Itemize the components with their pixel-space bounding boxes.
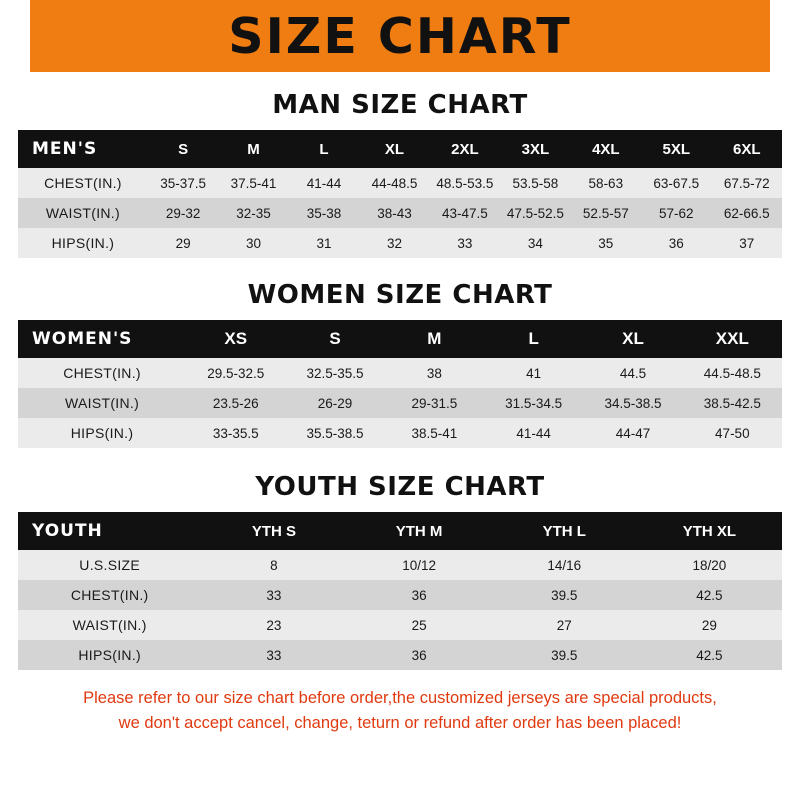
women-cell: 29.5-32.5 bbox=[207, 365, 265, 381]
youth-cell: 33 bbox=[266, 587, 282, 603]
women-cell: 41-44 bbox=[516, 425, 551, 441]
youth-cell: 42.5 bbox=[696, 587, 723, 603]
men-table-body bbox=[18, 168, 782, 258]
table-row bbox=[18, 358, 782, 388]
men-cell: 67.5-72 bbox=[723, 175, 770, 191]
youth-cell: 25 bbox=[411, 617, 427, 633]
women-col-header: M bbox=[427, 329, 442, 348]
table-row bbox=[18, 580, 782, 610]
table-row bbox=[18, 198, 782, 228]
youth-row-label: HIPS(IN.) bbox=[78, 647, 141, 663]
men-cell: 48.5-53.5 bbox=[436, 175, 494, 191]
men-table-head bbox=[18, 130, 782, 168]
men-col-header: 3XL bbox=[521, 140, 550, 158]
men-cell: 57-62 bbox=[659, 205, 694, 221]
youth-col-header: YTH XL bbox=[682, 522, 737, 540]
men-cell: 35 bbox=[598, 235, 614, 251]
men-col-header: 5XL bbox=[662, 140, 691, 158]
youth-col-header: YTH S bbox=[251, 522, 297, 540]
table-row bbox=[18, 640, 782, 670]
men-cell: 43-47.5 bbox=[442, 205, 488, 221]
youth-table-head bbox=[18, 512, 782, 550]
women-size-section bbox=[18, 280, 782, 448]
men-section-title: MAN SIZE CHART bbox=[272, 90, 528, 120]
youth-cell: 42.5 bbox=[696, 647, 723, 663]
women-table-head bbox=[18, 320, 782, 358]
men-col-header: L bbox=[319, 140, 329, 158]
table-row bbox=[18, 168, 782, 198]
footer-line-2: we don't accept cancel, change, teturn or refund after order has been placed! bbox=[118, 713, 682, 732]
table-row bbox=[18, 418, 782, 448]
youth-row-label: CHEST(IN.) bbox=[70, 587, 149, 603]
men-cell: 31 bbox=[316, 235, 332, 251]
women-row-label: HIPS(IN.) bbox=[70, 425, 134, 441]
women-table-body bbox=[18, 358, 782, 448]
women-cell: 38.5-42.5 bbox=[703, 395, 761, 411]
women-col-header: XL bbox=[622, 329, 644, 348]
men-col-header: XL bbox=[384, 140, 405, 158]
men-col-header: S bbox=[178, 140, 189, 158]
women-row-label: WAIST(IN.) bbox=[65, 395, 140, 411]
women-col-header: XS bbox=[224, 329, 248, 348]
youth-col-header: YTH L bbox=[542, 522, 586, 540]
men-cell: 62-66.5 bbox=[723, 205, 770, 221]
men-cell: 32 bbox=[386, 235, 402, 251]
youth-size-table bbox=[18, 512, 782, 670]
youth-row-label: WAIST(IN.) bbox=[72, 617, 147, 633]
men-cell: 29-32 bbox=[165, 205, 201, 221]
men-cell: 53.5-58 bbox=[512, 175, 559, 191]
youth-cell: 39.5 bbox=[551, 587, 578, 603]
table-header-row bbox=[18, 512, 782, 550]
men-col-header: 6XL bbox=[732, 140, 761, 158]
women-cell: 44-47 bbox=[615, 425, 651, 441]
table-row bbox=[18, 550, 782, 580]
women-col-header: XXL bbox=[715, 329, 749, 348]
men-cell: 41-44 bbox=[306, 175, 342, 191]
women-size-table bbox=[18, 320, 782, 448]
youth-cell: 39.5 bbox=[551, 647, 578, 663]
footer-line-1: Please refer to our size chart before order,the customized jerseys are special products, bbox=[83, 689, 717, 707]
table-row bbox=[18, 610, 782, 640]
men-cell: 38-43 bbox=[377, 205, 412, 221]
youth-cell: 36 bbox=[411, 587, 427, 603]
men-col-header: 2XL bbox=[451, 140, 479, 158]
women-row-label-header: WOMEN'S bbox=[32, 329, 133, 349]
table-header-row bbox=[18, 130, 782, 168]
youth-cell: 36 bbox=[411, 647, 427, 663]
men-col-header: M bbox=[247, 140, 260, 158]
men-cell: 52.5-57 bbox=[582, 205, 629, 221]
men-cell: 35-38 bbox=[306, 205, 342, 221]
men-cell: 34 bbox=[527, 235, 543, 251]
table-row bbox=[18, 228, 782, 258]
men-row-label: HIPS(IN.) bbox=[51, 235, 115, 251]
men-cell: 32-35 bbox=[236, 205, 271, 221]
women-cell: 47-50 bbox=[715, 425, 750, 441]
youth-row-label-header: YOUTH bbox=[32, 521, 103, 541]
women-cell: 44.5-48.5 bbox=[703, 365, 761, 381]
men-cell: 58-63 bbox=[588, 175, 624, 191]
men-row-label-header: MEN'S bbox=[32, 139, 98, 159]
men-col-header: 4XL bbox=[592, 140, 620, 158]
men-cell: 63-67.5 bbox=[653, 175, 700, 191]
women-cell: 38.5-41 bbox=[411, 425, 458, 441]
women-cell: 29-31.5 bbox=[411, 395, 458, 411]
men-row-label: CHEST(IN.) bbox=[44, 175, 122, 191]
youth-section-title: YOUTH SIZE CHART bbox=[255, 472, 545, 502]
youth-cell: 8 bbox=[270, 557, 278, 573]
women-col-header: S bbox=[329, 329, 341, 348]
women-cell: 38 bbox=[426, 365, 442, 381]
women-cell: 35.5-38.5 bbox=[306, 425, 364, 441]
women-section-title: WOMEN SIZE CHART bbox=[247, 280, 553, 310]
men-cell: 33 bbox=[457, 235, 473, 251]
men-size-section bbox=[18, 90, 782, 258]
youth-cell: 18/20 bbox=[692, 557, 727, 573]
women-cell: 33-35.5 bbox=[212, 425, 259, 441]
youth-col-header: YTH M bbox=[395, 522, 443, 540]
youth-cell: 14/16 bbox=[547, 557, 582, 573]
women-row-label: CHEST(IN.) bbox=[63, 365, 141, 381]
women-cell: 26-29 bbox=[317, 395, 353, 411]
women-cell: 34.5-38.5 bbox=[604, 395, 662, 411]
men-cell: 36 bbox=[668, 235, 684, 251]
youth-cell: 23 bbox=[266, 617, 282, 633]
men-size-table bbox=[18, 130, 782, 258]
table-header-row bbox=[18, 320, 782, 358]
men-cell: 29 bbox=[175, 235, 191, 251]
women-cell: 23.5-26 bbox=[212, 395, 259, 411]
women-cell: 32.5-35.5 bbox=[306, 365, 364, 381]
men-row-label: WAIST(IN.) bbox=[45, 205, 120, 221]
page-title: SIZE CHART bbox=[228, 7, 572, 65]
header-banner bbox=[0, 0, 800, 72]
women-cell: 41 bbox=[526, 365, 542, 381]
table-row bbox=[18, 388, 782, 418]
youth-cell: 27 bbox=[556, 617, 572, 633]
men-cell: 37 bbox=[739, 235, 755, 251]
women-cell: 31.5-34.5 bbox=[505, 395, 563, 411]
youth-cell: 10/12 bbox=[402, 557, 436, 573]
youth-cell: 33 bbox=[266, 647, 282, 663]
women-cell: 44.5 bbox=[619, 365, 647, 381]
chart-content bbox=[0, 72, 800, 800]
women-col-header: L bbox=[528, 329, 539, 348]
youth-size-section bbox=[18, 472, 782, 670]
youth-table-body bbox=[18, 550, 782, 670]
youth-row-label: U.S.SIZE bbox=[79, 557, 141, 573]
men-cell: 47.5-52.5 bbox=[506, 205, 564, 221]
men-cell: 30 bbox=[246, 235, 262, 251]
footer-disclaimer bbox=[18, 686, 782, 746]
men-cell: 37.5-41 bbox=[230, 175, 277, 191]
youth-cell: 29 bbox=[701, 617, 717, 633]
men-cell: 35-37.5 bbox=[160, 175, 206, 191]
men-cell: 44-48.5 bbox=[371, 175, 418, 191]
